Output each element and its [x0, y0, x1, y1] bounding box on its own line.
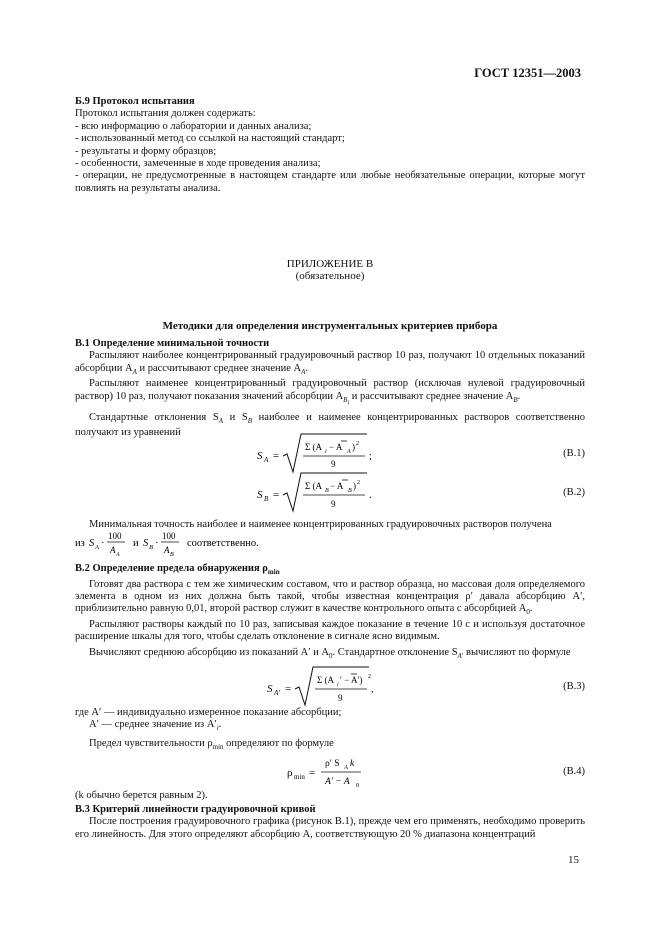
page-number: 15 [568, 854, 579, 866]
svg-text:·: · [155, 538, 159, 549]
section-b9 [75, 96, 585, 195]
svg-text:S: S [257, 450, 263, 462]
section-b2 [75, 563, 585, 662]
svg-text:Σ (A: Σ (A [305, 481, 322, 491]
svg-text:S: S [143, 538, 149, 549]
equation-b1-number: (В.1) [563, 448, 585, 459]
section-b9-intro: Протокол испытания должен содержать: [75, 108, 256, 120]
svg-text:− A: − A [330, 481, 344, 491]
svg-text:ρ: ρ [287, 767, 293, 779]
svg-text:A: A [274, 689, 279, 697]
svg-text:B: B [325, 488, 329, 494]
section-b1-heading: В.1 Определение минимальной точности [75, 338, 270, 349]
where-line-2: A′ — среднее значение из $A'_i$. [89, 719, 222, 733]
svg-text:B: B [264, 495, 269, 503]
section-b2-note: (k обычно берется равным 2). [75, 790, 208, 801]
svg-text:Σ (A: Σ (A [317, 675, 334, 685]
section-b3 [75, 804, 585, 841]
svg-text:A′ − A: A′ − A [325, 777, 350, 787]
svg-text:соответственно.: соответственно. [187, 538, 259, 549]
svg-text:ρ′ S: ρ′ S [325, 759, 340, 769]
svg-text:): ) [352, 442, 355, 452]
appendix-title: ПРИЛОЖЕНИЕ В [286, 258, 374, 270]
section-b3-p1: После построения градуировочного графика (рисунок В.1), прежде чем его применять, необходимо проверить его линейность. Для этого определяют абсорбцию A, соответствующую 20 % диапазона концентраций [75, 816, 585, 840]
list-item: - результаты и форму образцов; [75, 145, 217, 157]
list-item: - особенности, замеченные в ходе проведения анализа; [75, 158, 321, 170]
svg-text:.: . [369, 490, 372, 501]
svg-text:′ − A′): ′ − A′) [340, 675, 363, 685]
section-b2-p2: Распыляют растворы каждый по 10 раз, записывая каждое показание в течение 10 с и используя достаточное расширение шкалы для того, чтобы сделать отклонение в сигнале ясно видимым. [75, 618, 585, 643]
svg-text:100: 100 [108, 531, 122, 541]
svg-text:2: 2 [357, 480, 360, 486]
svg-text:S: S [257, 489, 263, 501]
section-b1-p4: Минимальная точность наиболее и наименее концентрированных градуировочных растворов получена [89, 519, 552, 530]
svg-text:=: = [273, 489, 280, 501]
svg-text:i: i [337, 682, 339, 688]
svg-text:B: B [170, 552, 174, 558]
equation-b2-number: (В.2) [563, 487, 585, 498]
svg-text:=: = [285, 683, 292, 695]
svg-text:2: 2 [356, 441, 359, 447]
equation-b3-number: (В.3) [563, 681, 585, 692]
svg-text:A: A [344, 764, 348, 771]
svg-text:A: A [264, 456, 269, 464]
svg-text:): ) [353, 481, 356, 491]
svg-text:из: из [75, 538, 85, 549]
svg-text:i: i [325, 449, 327, 455]
svg-text:A: A [95, 544, 99, 551]
svg-text:Σ (A: Σ (A [305, 442, 322, 452]
section-b3-heading: В.3 Критерий линейности градуировочной кривой [75, 804, 316, 815]
list-item: - использованный метод со ссылкой на настоящий стандарт; [75, 133, 345, 145]
section-b1 [75, 338, 585, 440]
section-b9-heading: Б.9 Протокол испытания [75, 96, 195, 107]
svg-text:B: B [348, 488, 352, 494]
svg-text:9: 9 [331, 499, 336, 509]
section-b2-heading: В.2 Определение предела обнаружения $\rho_{min}$ [75, 563, 280, 577]
section-b1-p3: Стандартные отклонения $S_A$ и $S_B$ наиболее и наименее концентрированных растворов соответственно получают из уравнений [75, 411, 585, 439]
svg-text:S: S [89, 538, 95, 549]
svg-text:− A: − A [329, 442, 343, 452]
equation-b4-number: (В.4) [563, 766, 585, 777]
equation-b4 [285, 752, 385, 792]
svg-text:и: и [133, 538, 139, 549]
svg-text:min: min [294, 773, 305, 781]
svg-text:0: 0 [356, 782, 360, 789]
svg-text:9: 9 [331, 459, 336, 469]
list-item: - всю информацию о лаборатории и данных анализа; [75, 120, 312, 132]
svg-text:A: A [116, 552, 120, 558]
svg-text:9: 9 [338, 693, 343, 703]
list-item: - операции, не предусмотренные в настоящем стандарте или любые необязательные операции, которые могут повлиять на результаты анализа. [75, 170, 585, 194]
svg-text:;: ; [369, 451, 372, 462]
section-b2-p1: Готовят два раствора с тем же химическим составом, что и раствор образца, но массовая доля определяемого элемента в одном из них должна быть такой, чтобы известная концентрация ρ′ давала абсорбцию A′, приблизительно равную 0,01, второй раствор служит в качестве контрольного опыта с абсорбцией $A_0$. [75, 578, 585, 617]
svg-text:=: = [309, 767, 316, 779]
svg-text:B: B [149, 544, 153, 551]
section-b1-p2: Распыляют наименее концентрированный градуировочный раствор (исключая нулевой градуировочный раствор) 10 раз, получают показания значений абсорбции $A_{B_i}$ и рассчитывают среднее значение $A_B$. [75, 378, 585, 407]
section-b1-p1: Распыляют наиболее концентрированный градуировочный раствор 10 раз, получают 10 отдельных показаний абсорбции $A_A$ и рассчитывают среднее значение $A_A$. [75, 350, 585, 376]
svg-text:,: , [371, 684, 374, 695]
appendix-title-block [75, 258, 585, 283]
where-line-1: где A′ — индивидуально измеренное показание абсорбции; [75, 707, 342, 718]
svg-text:k: k [350, 759, 355, 769]
svg-text:A: A [110, 545, 116, 555]
precision-formula [75, 528, 275, 562]
appendix-subject: Методики для определения инструментальных критериев прибора [162, 320, 498, 332]
standard-header: ГОСТ 12351—2003 [474, 66, 581, 80]
svg-text:A: A [347, 449, 351, 455]
svg-text:S: S [267, 683, 273, 695]
svg-text:=: = [273, 450, 280, 462]
svg-text:A: A [164, 545, 170, 555]
section-b2-p4: Предел чувствительности $\rho_{min}$ определяют по формуле [89, 737, 334, 751]
svg-text:100: 100 [162, 531, 176, 541]
section-b2-where [75, 707, 585, 753]
equation-b3 [265, 664, 385, 708]
appendix-status: (обязательное) [295, 270, 365, 283]
svg-text:′: ′ [279, 689, 281, 697]
svg-text:2: 2 [368, 674, 371, 680]
section-b2-p3: Вычисляют среднюю абсорбцию из показаний A′ и $A_0$. Стандартное отклонение $S_{A'}$ вычисляют по формуле [89, 646, 571, 660]
equation-b2 [255, 470, 385, 514]
svg-text:·: · [101, 538, 105, 549]
